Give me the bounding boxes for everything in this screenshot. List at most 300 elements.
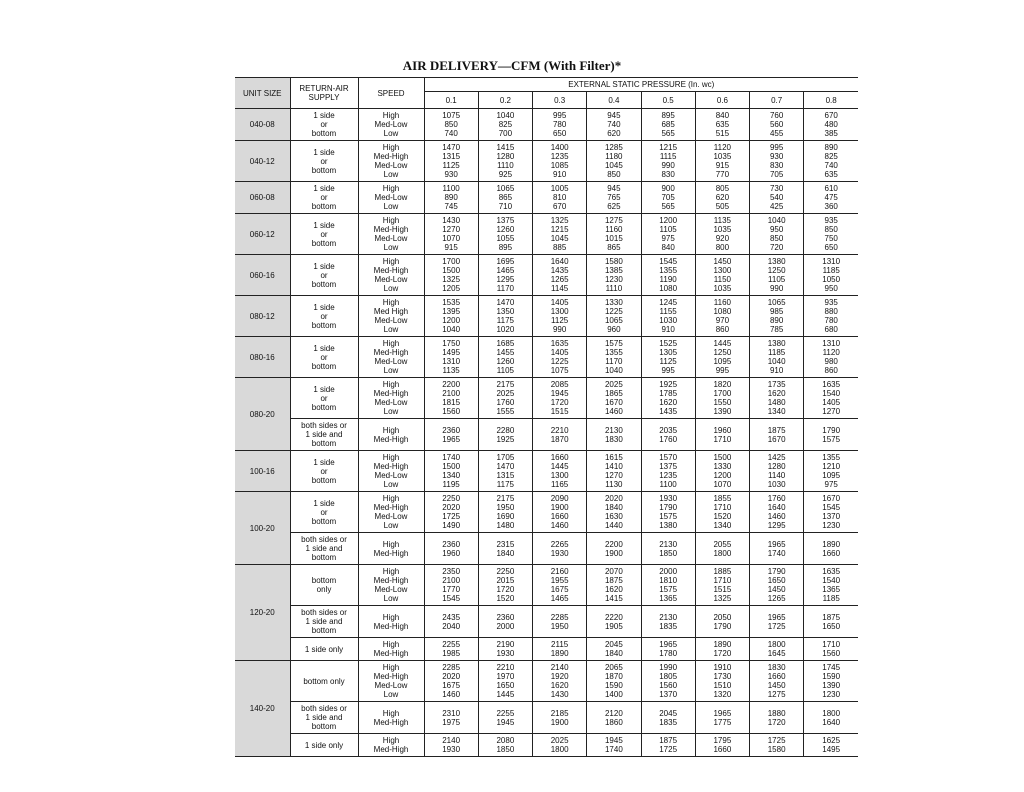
cfm-value-cell-line: 2210	[550, 425, 569, 435]
speed-cell-line: Med-Low	[374, 275, 408, 284]
speed-cell-line: High	[382, 184, 400, 193]
cfm-value-cell	[641, 109, 695, 141]
cfm-value-cell-line: 1525	[659, 339, 678, 348]
return-air-supply-cell-line: bottom	[311, 165, 337, 175]
cfm-value-cell-line: 1190	[659, 275, 677, 284]
speed-cell	[358, 378, 424, 419]
return-air-supply-cell	[290, 214, 358, 255]
cfm-value-cell	[587, 419, 641, 451]
cfm-value-cell-line: 2350	[442, 567, 461, 576]
table-row	[235, 702, 858, 734]
cfm-value-cell-line: 2255	[496, 708, 515, 718]
speed-cell-line: High	[382, 216, 400, 225]
header-pressure-6: 0.7	[750, 92, 804, 109]
cfm-value-cell-line: 1265	[550, 275, 569, 284]
cfm-value-cell	[478, 492, 532, 533]
cfm-value-cell-line: 1490	[442, 521, 461, 530]
cfm-value-cell	[587, 214, 641, 255]
return-air-supply-cell-line: 1 side	[313, 498, 335, 508]
cfm-value-cell-line: 1535	[442, 298, 461, 307]
cfm-value-cell-line: 1075	[550, 366, 569, 375]
cfm-value-cell-line: 1870	[550, 434, 569, 444]
cfm-value-cell-line: 1045	[604, 161, 623, 170]
table-row	[235, 533, 858, 565]
cfm-value-cell-line: 915	[444, 243, 458, 252]
cfm-value-cell-line: 1900	[604, 548, 623, 558]
cfm-value-cell-line: 1890	[713, 640, 732, 649]
header-pressure-3: 0.4	[587, 92, 641, 109]
return-air-supply-cell-line: only	[316, 585, 332, 594]
cfm-value-cell	[533, 141, 587, 182]
speed-cell-line: Med-Low	[374, 471, 408, 480]
cfm-value-cell	[750, 533, 804, 565]
cfm-value-cell-line: 860	[824, 366, 838, 375]
cfm-value-cell	[804, 296, 858, 337]
speed-cell-line: Med-High	[373, 266, 409, 275]
cfm-value-cell-line: 1580	[604, 257, 623, 266]
cfm-value-cell-line: 2255	[442, 640, 461, 649]
cfm-value-cell-line: 1990	[659, 663, 678, 672]
cfm-value-cell-line: 650	[552, 129, 567, 138]
cfm-value-cell-line: 910	[552, 170, 567, 179]
header-speed: SPEED	[358, 78, 424, 109]
cfm-value-cell	[695, 451, 749, 492]
cfm-value-cell-line: 1355	[659, 266, 678, 275]
cfm-value-cell	[641, 182, 695, 214]
cfm-value-cell-line: 1235	[659, 471, 678, 480]
cfm-value-cell	[533, 533, 587, 565]
cfm-value-cell-line: 1445	[550, 462, 569, 471]
cfm-value-cell	[424, 451, 478, 492]
cfm-value-cell-line: 1820	[713, 380, 732, 389]
return-air-supply-cell	[290, 378, 358, 419]
cfm-value-cell	[424, 255, 478, 296]
cfm-value-cell-line: 1555	[496, 407, 515, 416]
cfm-value-cell-line: 850	[607, 170, 621, 179]
cfm-value-cell-line: 1710	[713, 576, 732, 585]
table-row	[235, 734, 858, 757]
cfm-value-cell-line: 995	[769, 143, 784, 152]
cfm-value-cell-line: 1125	[551, 316, 569, 325]
cfm-value-cell	[424, 565, 478, 606]
cfm-value-cell-line: 1930	[442, 745, 461, 754]
cfm-value-cell-line: 1040	[767, 357, 786, 366]
speed-cell	[358, 661, 424, 702]
cfm-value-cell-line: 1510	[713, 681, 732, 690]
cfm-value-cell-line: 825	[824, 152, 838, 161]
cfm-value-cell-line: 830	[661, 170, 675, 179]
cfm-value-cell-line: 1460	[604, 407, 623, 416]
cfm-value-cell-line: 1575	[659, 512, 678, 521]
cfm-value-cell-line: 1965	[442, 434, 461, 444]
speed-cell-line: High	[382, 453, 400, 462]
cfm-value-cell	[804, 214, 858, 255]
speed-cell-line: High	[382, 612, 400, 622]
cfm-value-cell-line: 750	[824, 234, 838, 243]
cfm-value-cell-line: 935	[824, 298, 838, 307]
cfm-value-cell-line: 670	[824, 111, 838, 120]
cfm-value-cell-line: 1095	[713, 357, 732, 366]
cfm-value-cell-line: 1860	[604, 717, 623, 727]
cfm-value-cell-line: 2435	[442, 612, 461, 622]
cfm-value-cell-line: 1170	[496, 284, 514, 293]
speed-cell-line: Med-Low	[374, 234, 408, 243]
cfm-value-cell-line: 1315	[496, 471, 515, 480]
cfm-value-cell-line: 1810	[659, 576, 678, 585]
cfm-value-cell-line: 1400	[550, 143, 569, 152]
cfm-value-cell-line: 1460	[550, 521, 569, 530]
table-row	[235, 214, 858, 255]
cfm-value-cell-line: 635	[715, 120, 730, 129]
table-row	[235, 109, 858, 141]
cfm-value-cell-line: 990	[552, 325, 567, 334]
cfm-value-cell-line: 1835	[659, 621, 678, 631]
cfm-value-cell-line: 1495	[822, 745, 841, 754]
cfm-value-cell	[478, 451, 532, 492]
cfm-value-cell	[478, 378, 532, 419]
cfm-value-cell-line: 1110	[497, 161, 514, 170]
cfm-value-cell-line: 1960	[442, 548, 461, 558]
cfm-value-cell-line: 1450	[767, 681, 786, 690]
cfm-value-cell-line: 1640	[767, 503, 786, 512]
return-air-supply-cell-line: bottom	[311, 202, 337, 211]
cfm-value-cell-line: 1890	[550, 649, 569, 658]
cfm-value-cell-line: 1460	[767, 512, 786, 521]
table-row	[235, 255, 858, 296]
speed-cell-line: Low	[383, 407, 399, 416]
cfm-value-cell-line: 1970	[496, 672, 515, 681]
cfm-value-cell-line: 2140	[442, 736, 461, 745]
cfm-value-cell-line: 1480	[496, 521, 515, 530]
cfm-value-cell-line: 1910	[713, 663, 732, 672]
cfm-value-cell-line: 610	[824, 184, 838, 193]
cfm-value-cell-line: 1615	[604, 453, 623, 462]
cfm-value-cell-line: 1035	[713, 152, 732, 161]
return-air-supply-cell	[290, 182, 358, 214]
cfm-value-cell-line: 1380	[767, 339, 786, 348]
cfm-value-cell-line: 1125	[659, 357, 677, 366]
return-air-supply-cell-line: bottom	[311, 626, 337, 635]
cfm-value-cell-line: 1965	[767, 539, 786, 549]
cfm-value-cell-line: 1105	[659, 225, 677, 234]
cfm-value-cell-line: 1495	[442, 348, 461, 357]
speed-cell-line: Med-Low	[374, 357, 408, 366]
cfm-value-cell-line: 830	[769, 161, 784, 170]
cfm-value-cell	[533, 182, 587, 214]
cfm-value-cell-line: 1575	[659, 585, 678, 594]
speed-cell-line: Low	[383, 594, 399, 603]
cfm-value-cell-line: 945	[607, 111, 621, 120]
cfm-value-cell	[424, 606, 478, 638]
cfm-value-cell	[424, 141, 478, 182]
cfm-value-cell-line: 1405	[822, 398, 841, 407]
cfm-value-cell-line: 2020	[442, 672, 461, 681]
cfm-value-cell-line: 1380	[659, 521, 678, 530]
cfm-value-cell-line: 1325	[713, 594, 732, 603]
speed-cell	[358, 255, 424, 296]
cfm-value-cell-line: 2120	[604, 708, 623, 718]
cfm-value-cell-line: 780	[824, 316, 838, 325]
cfm-value-cell	[478, 109, 532, 141]
cfm-value-cell-line: 2065	[604, 663, 623, 672]
cfm-value-cell-line: 680	[824, 325, 838, 334]
cfm-value-cell-line: 1055	[496, 234, 515, 243]
cfm-value-cell-line: 2090	[550, 494, 569, 503]
table-row	[235, 182, 858, 214]
cfm-value-cell-line: 945	[607, 184, 621, 193]
cfm-value-cell-line: 1875	[822, 612, 841, 622]
speed-cell-line: Med-Low	[374, 316, 408, 325]
return-air-supply-cell	[290, 109, 358, 141]
cfm-value-cell	[533, 702, 587, 734]
cfm-value-cell-line: 1550	[713, 398, 732, 407]
cfm-value-cell-line: 1675	[442, 681, 461, 690]
cfm-value-cell-line: 1275	[604, 216, 623, 225]
cfm-value-cell-line: 455	[769, 129, 784, 138]
cfm-value-cell	[533, 419, 587, 451]
cfm-value-cell-line: 740	[607, 120, 621, 129]
cfm-value-cell-line: 1280	[767, 462, 786, 471]
speed-cell-line: Med-High	[373, 621, 409, 631]
cfm-value-cell-line: 1200	[659, 216, 678, 225]
return-air-supply-cell	[290, 492, 358, 533]
cfm-value-cell-line: 1140	[768, 471, 786, 480]
cfm-value-cell-line: 1630	[604, 512, 623, 521]
cfm-value-cell-line: 1425	[767, 453, 786, 462]
cfm-value-cell	[804, 606, 858, 638]
cfm-value-cell	[641, 337, 695, 378]
speed-cell-line: Med-High	[373, 576, 409, 585]
speed-cell-line: Med-High	[373, 717, 409, 727]
return-air-supply-cell-line: 1 side	[313, 184, 335, 193]
cfm-value-cell-line: 1415	[496, 143, 515, 152]
cfm-value-cell	[641, 141, 695, 182]
cfm-value-cell-line: 1805	[659, 672, 678, 681]
cfm-value-cell-line: 1730	[713, 672, 732, 681]
cfm-value-cell-line: 2175	[496, 494, 515, 503]
cfm-value-cell	[804, 565, 858, 606]
cfm-value-cell-line: 1850	[496, 745, 515, 754]
cfm-value-cell-line: 865	[498, 193, 513, 202]
cfm-value-cell-line: 805	[715, 184, 730, 193]
return-air-supply-cell-line: bottom	[311, 402, 337, 412]
cfm-value-cell-line: 850	[769, 234, 784, 243]
cfm-value-cell	[424, 214, 478, 255]
header-return-air-supply: RETURN-AIR SUPPLY	[290, 78, 358, 109]
cfm-value-cell-line: 2140	[550, 663, 569, 672]
cfm-value-cell	[695, 638, 749, 661]
cfm-value-cell-line: 1445	[496, 690, 515, 699]
cfm-value-cell-line: 1185	[822, 266, 840, 275]
cfm-value-cell-line: 385	[824, 129, 838, 138]
speed-cell	[358, 214, 424, 255]
cfm-value-cell-line: 960	[607, 325, 621, 334]
cfm-value-cell-line: 2020	[442, 503, 461, 512]
cfm-value-cell	[587, 255, 641, 296]
cfm-value-cell-line: 1160	[605, 225, 623, 234]
cfm-value-cell-line: 1015	[604, 234, 623, 243]
cfm-value-cell-line: 925	[498, 170, 513, 179]
cfm-value-cell-line: 1455	[496, 348, 515, 357]
cfm-value-cell-line: 1100	[442, 184, 460, 193]
cfm-value-cell-line: 1900	[550, 717, 569, 727]
cfm-value-cell	[533, 638, 587, 661]
cfm-value-cell-line: 1560	[442, 407, 461, 416]
cfm-value-cell-line: 1450	[767, 585, 786, 594]
cfm-value-cell	[804, 141, 858, 182]
cfm-value-cell-line: 705	[769, 170, 784, 179]
speed-cell-line: Med-High	[373, 745, 409, 754]
return-air-supply-cell-line: or	[320, 311, 328, 321]
cfm-value-cell	[478, 182, 532, 214]
cfm-value-cell	[424, 337, 478, 378]
cfm-value-cell-line: 2175	[496, 380, 515, 389]
cfm-value-cell-line: 1945	[550, 389, 569, 398]
cfm-value-cell	[478, 337, 532, 378]
cfm-value-cell-line: 705	[661, 193, 675, 202]
unit-size-cell: 080-16	[235, 337, 290, 378]
table-row	[235, 638, 858, 661]
cfm-value-cell-line: 1745	[822, 663, 841, 672]
cfm-value-cell-line: 2285	[550, 612, 569, 622]
speed-cell-line: High	[382, 143, 400, 152]
return-air-supply-cell	[290, 702, 358, 734]
cfm-value-cell-line: 1790	[822, 425, 841, 435]
cfm-value-cell-line: 1215	[550, 225, 569, 234]
return-air-supply-cell-line: bottom	[311, 238, 337, 248]
cfm-value-cell-line: 650	[824, 243, 838, 252]
page-title: AIR DELIVERY—CFM (With Filter)*	[402, 58, 622, 73]
cfm-value-cell	[695, 141, 749, 182]
cfm-value-cell-line: 2190	[496, 640, 515, 649]
cfm-value-cell-line: 1165	[551, 480, 569, 489]
cfm-value-cell	[587, 109, 641, 141]
cfm-value-cell-line: 540	[769, 193, 784, 202]
cfm-value-cell	[804, 661, 858, 702]
cfm-value-cell-line: 1450	[713, 257, 732, 266]
return-air-supply-cell-line: or	[320, 270, 328, 280]
cfm-value-cell-line: 1660	[767, 672, 786, 681]
cfm-value-cell-line: 985	[769, 307, 784, 316]
cfm-value-cell	[533, 109, 587, 141]
cfm-value-cell-line: 935	[824, 216, 838, 225]
cfm-value-cell-line: 895	[498, 243, 513, 252]
cfm-value-cell-line: 1760	[496, 398, 515, 407]
cfm-value-cell-line: 1840	[604, 649, 623, 658]
unit-size-cell: 080-20	[235, 378, 290, 451]
speed-cell-line: Med-High	[373, 225, 409, 234]
cfm-value-cell-line: 1310	[822, 339, 841, 348]
cfm-value-cell	[424, 419, 478, 451]
cfm-value-cell-line: 1885	[713, 567, 732, 576]
cfm-value-cell	[750, 109, 804, 141]
cfm-value-cell-line: 2130	[604, 425, 623, 435]
cfm-value-cell-line: 930	[769, 152, 784, 161]
cfm-value-cell-line: 560	[769, 120, 784, 129]
return-air-supply-cell	[290, 734, 358, 757]
cfm-value-cell-line: 1950	[550, 621, 569, 631]
cfm-value-cell-line: 1930	[550, 548, 569, 558]
cfm-value-cell-line: 1075	[442, 111, 461, 120]
return-air-supply-cell	[290, 638, 358, 661]
cfm-value-cell-line: 1875	[604, 576, 623, 585]
cfm-value-cell-line: 1790	[659, 503, 678, 512]
cfm-value-cell	[695, 702, 749, 734]
cfm-value-cell	[695, 109, 749, 141]
speed-cell-line: Med-Low	[374, 193, 408, 202]
cfm-value-cell	[641, 419, 695, 451]
cfm-value-cell-line: 1330	[604, 298, 623, 307]
return-air-supply-cell-line: 1 side and	[305, 430, 343, 439]
cfm-value-cell-line: 1545	[822, 503, 841, 512]
cfm-value-cell-line: 975	[824, 480, 838, 489]
return-air-supply-cell-line: 1 side	[313, 261, 335, 271]
cfm-value-cell	[587, 606, 641, 638]
cfm-value-cell-line: 850	[824, 225, 838, 234]
cfm-value-cell-line: 1770	[442, 585, 461, 594]
cfm-value-cell-line: 1130	[605, 480, 623, 489]
speed-cell	[358, 141, 424, 182]
cfm-value-cell-line: 1735	[767, 380, 786, 389]
speed-cell-line: High	[382, 111, 400, 120]
speed-cell-line: Low	[383, 170, 399, 179]
cfm-value-cell-line: 700	[498, 129, 513, 138]
cfm-value-cell-line: 1125	[442, 161, 460, 170]
cfm-value-cell-line: 1570	[659, 453, 678, 462]
cfm-value-cell-line: 1230	[822, 690, 841, 699]
cfm-value-cell	[478, 565, 532, 606]
cfm-value-cell-line: 740	[824, 161, 838, 170]
cfm-value-cell-line: 1040	[442, 325, 461, 334]
cfm-value-cell-line: 1355	[604, 348, 623, 357]
speed-cell-line: Med-High	[373, 434, 409, 444]
table-row	[235, 661, 858, 702]
return-air-supply-cell-line: bottom	[311, 279, 337, 289]
return-air-supply-cell-line: or	[320, 156, 328, 166]
cfm-value-cell	[587, 661, 641, 702]
cfm-value-cell-line: 1035	[713, 225, 732, 234]
cfm-value-cell-line: 1590	[604, 681, 623, 690]
cfm-value-cell-line: 1750	[442, 339, 461, 348]
cfm-value-cell	[804, 492, 858, 533]
cfm-value-cell-line: 1365	[822, 585, 841, 594]
speed-cell-line: High	[382, 663, 400, 672]
cfm-value-cell-line: 2050	[713, 612, 732, 622]
cfm-value-cell-line: 2080	[496, 736, 515, 745]
cfm-value-cell-line: 1635	[822, 567, 841, 576]
cfm-value-cell-line: 2020	[604, 494, 623, 503]
speed-cell-line: Low	[383, 325, 399, 334]
cfm-value-cell-line: 1670	[822, 494, 841, 503]
cfm-value-cell-line: 990	[661, 161, 675, 170]
cfm-value-cell-line: 1650	[496, 681, 515, 690]
cfm-value-cell	[478, 533, 532, 565]
cfm-value-cell-line: 1330	[713, 462, 732, 471]
cfm-value-cell-line: 1085	[550, 161, 569, 170]
cfm-value-cell-line: 1580	[767, 745, 786, 754]
cfm-value-cell-line: 1160	[713, 298, 731, 307]
speed-cell	[358, 109, 424, 141]
cfm-value-cell	[641, 702, 695, 734]
return-air-supply-cell-line: bottom	[311, 475, 337, 485]
return-air-supply-cell-line: 1 side and	[305, 544, 343, 553]
cfm-value-cell-line: 1880	[767, 708, 786, 718]
cfm-value-cell-line: 1470	[442, 143, 461, 152]
cfm-value-cell-line: 2285	[442, 663, 461, 672]
cfm-value-cell-line: 1855	[713, 494, 732, 503]
cfm-value-cell	[533, 255, 587, 296]
cfm-value-cell-line: 1945	[496, 717, 515, 727]
